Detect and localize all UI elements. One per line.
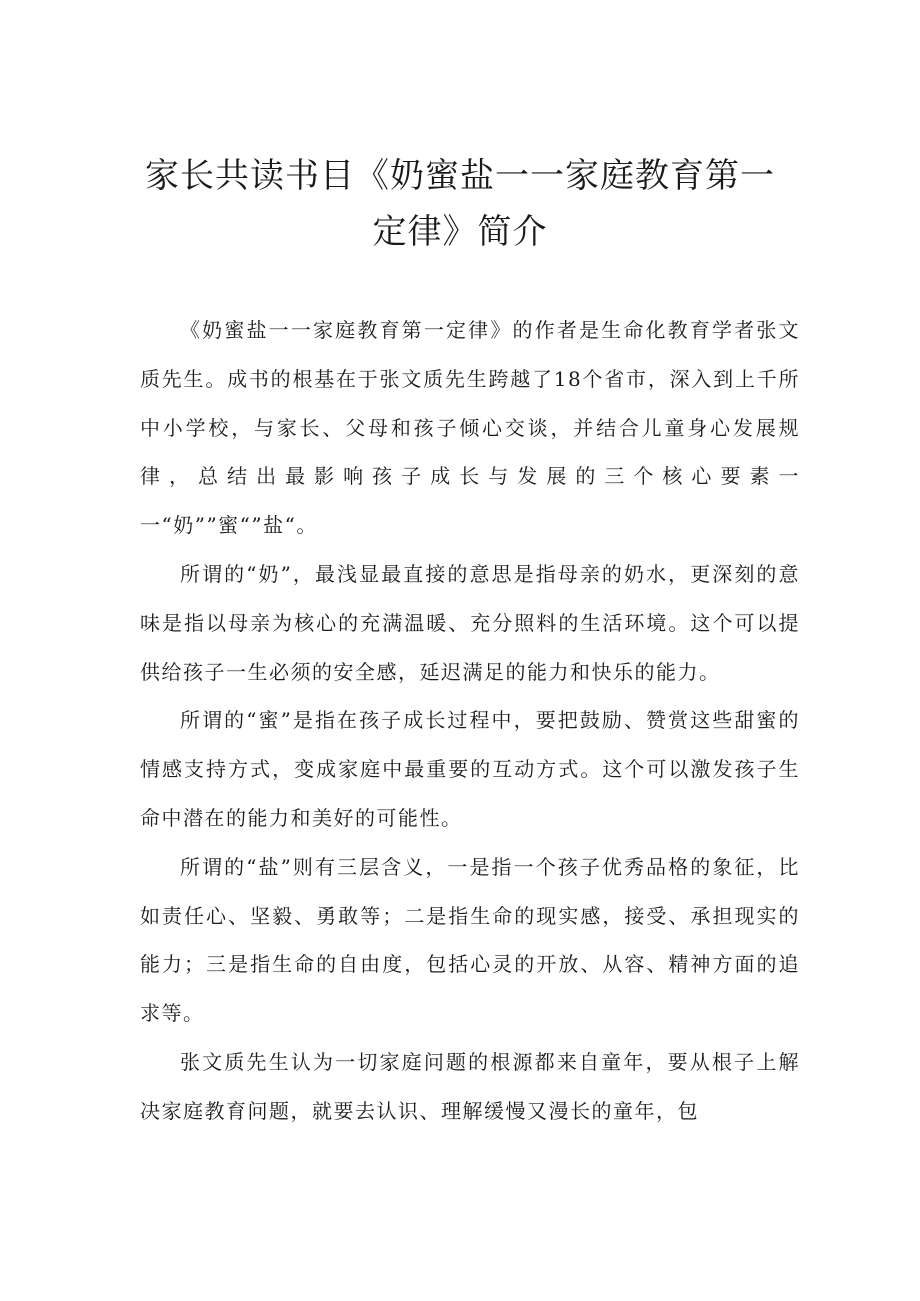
document-title: 家长共读书目《奶蜜盐一一家庭教育第一定律》简介	[145, 156, 775, 252]
paragraph-milk: 所谓的“奶”，最浅显最直接的意思是指母亲的奶水，更深刻的意味是指以母亲为核心的充满温暖、充分照料的生活环境。这个可以提供给孩子一生必须的安全感，延迟满足的能力和快乐的能力。	[140, 561, 800, 684]
paragraph-intro: 《奶蜜盐一一家庭教育第一定律》的作者是生命化教育学者张文质先生。成书的根基在于张文质先生跨越了18个省市，深入到上千所中小学校，与家长、父母和孩子倾心交谈，并结合儿童身心发展规律，总结出最影响孩子成长与发展的三个核心要素一一“奶””蜜“”盐“。	[140, 318, 800, 538]
paragraph-salt: 所谓的“盐”则有三层含义，一是指一个孩子优秀品格的象征，比如责任心、坚毅、勇敢等；二是指生命的现实感，接受、承担现实的能力；三是指生命的自由度，包括心灵的开放、从容、精神方面的追求等。	[140, 854, 800, 1026]
paragraph-childhood: 张文质先生认为一切家庭问题的根源都来自童年，要从根子上解决家庭教育问题，就要去认识、理解缓慢又漫长的童年，包	[140, 1049, 800, 1123]
paragraph-honey: 所谓的“蜜”是指在孩子成长过程中，要把鼓励、赞赏这些甜蜜的情感支持方式，变成家庭中最重要的互动方式。这个可以激发孩子生命中潜在的能力和美好的可能性。	[140, 708, 800, 830]
document-body	[140, 306, 800, 1136]
